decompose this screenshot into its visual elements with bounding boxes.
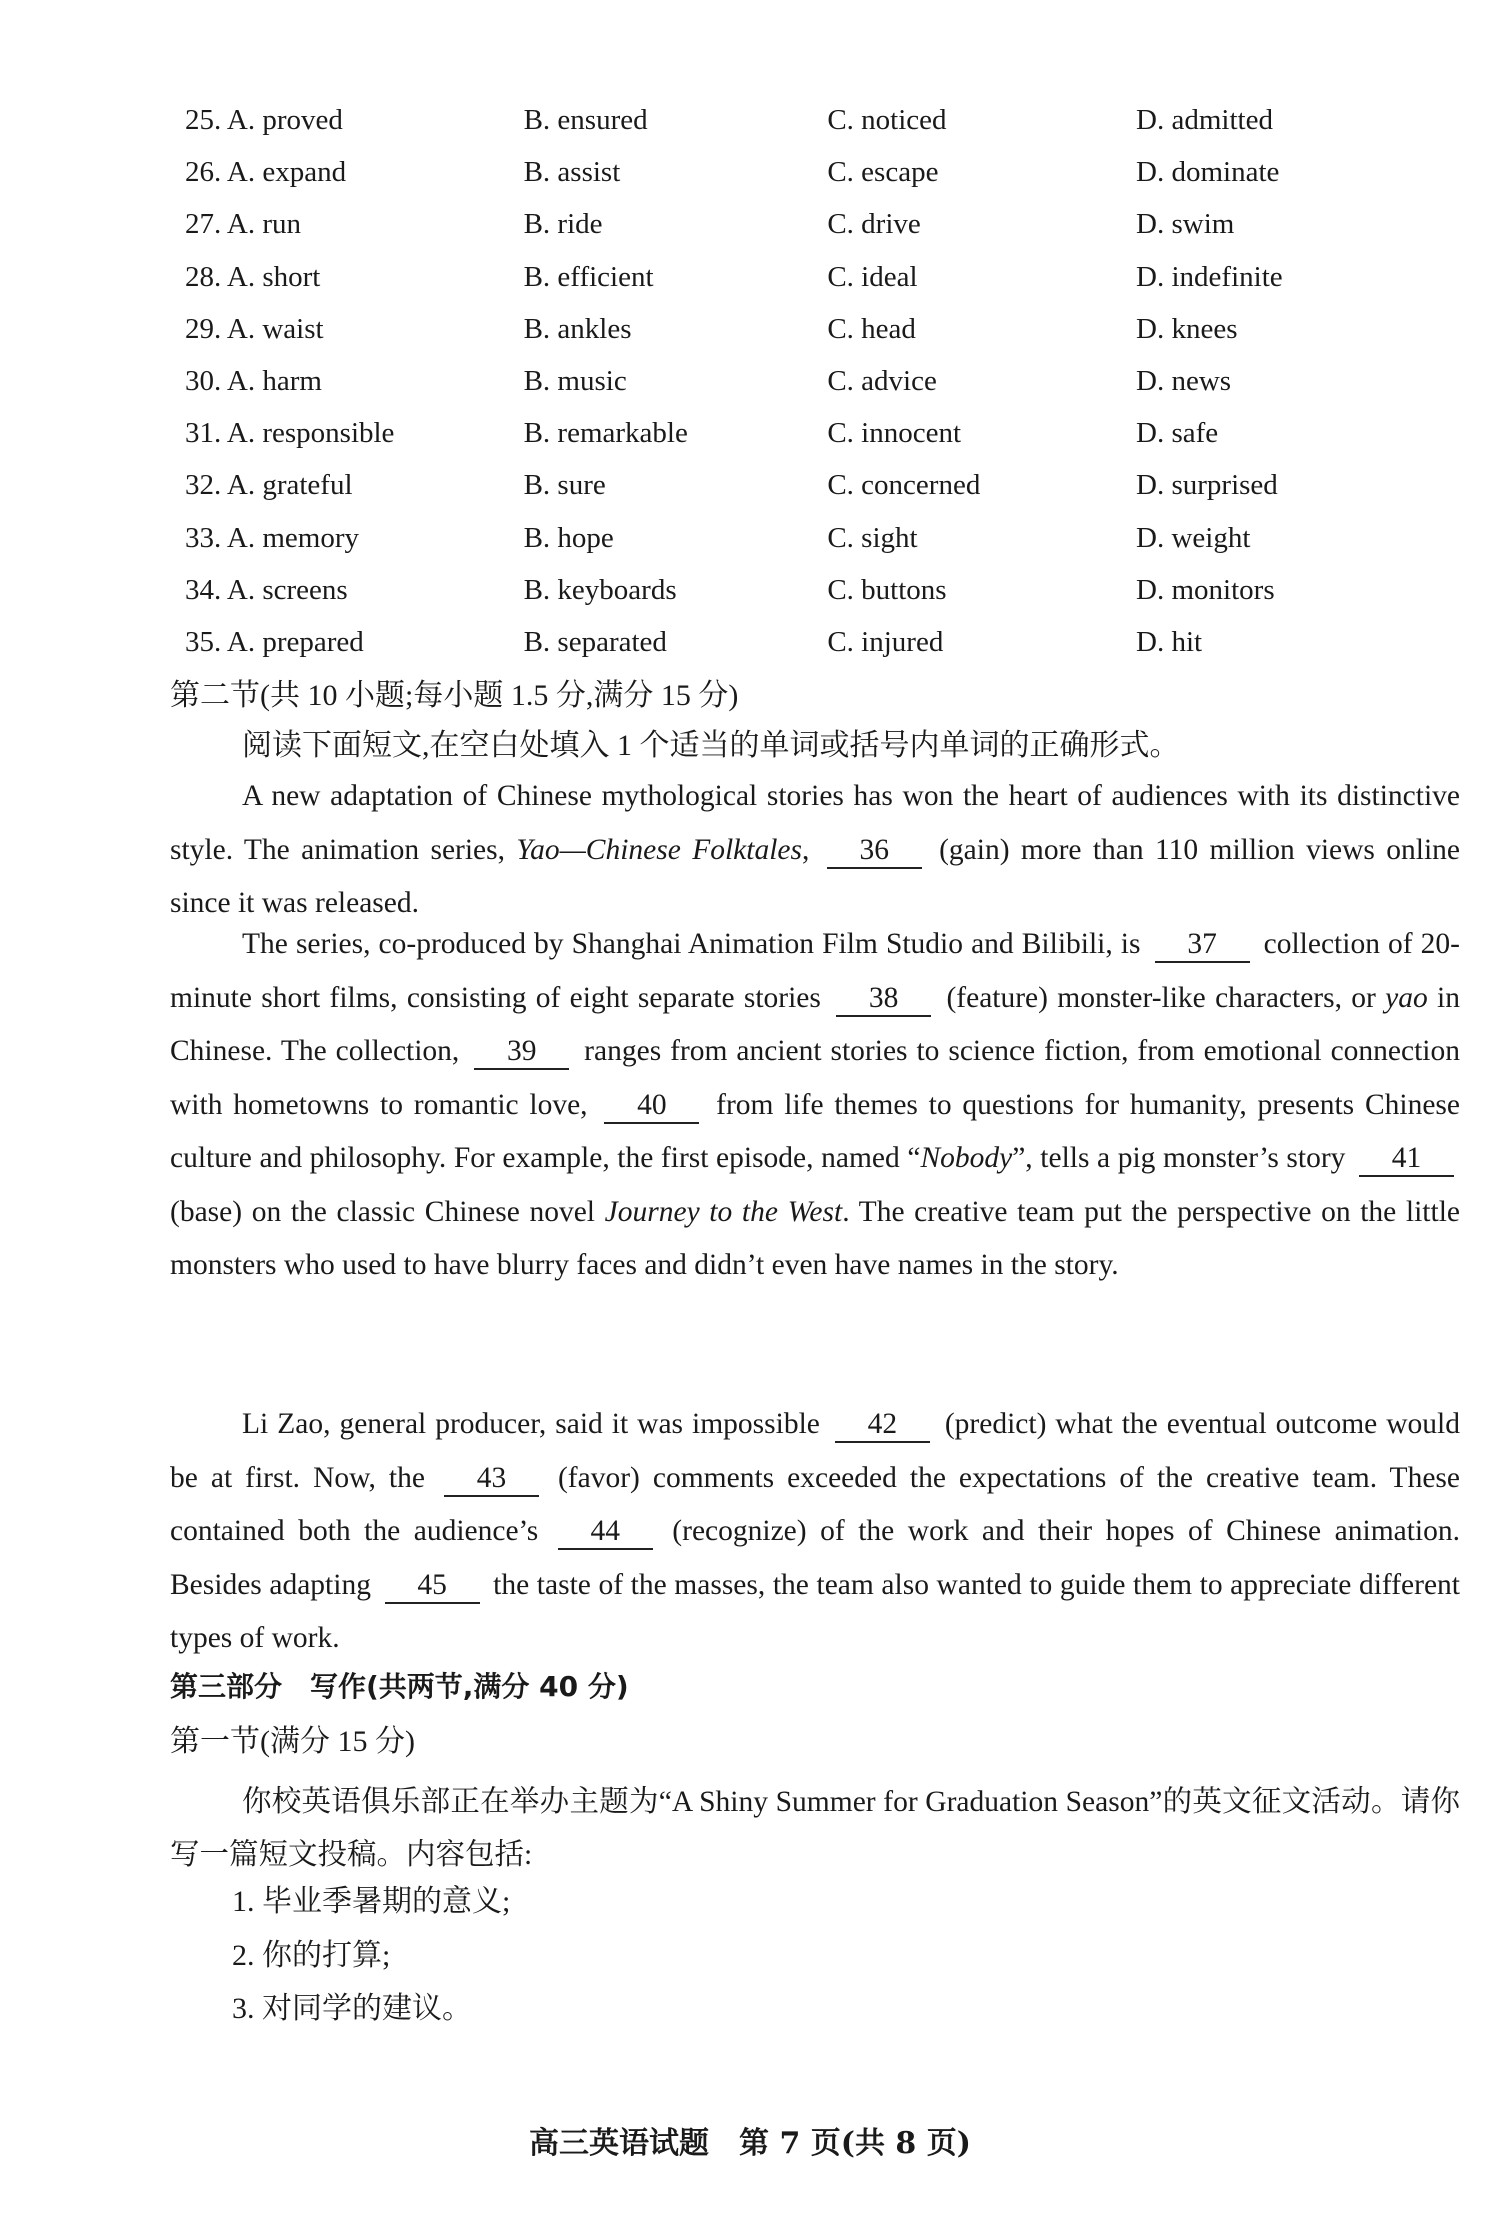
blank-40: 40	[604, 1088, 699, 1124]
option-choice: B. hope	[523, 521, 614, 554]
option-choice: D. hit	[1136, 625, 1203, 658]
passage-text: collection of 20-minute short films, consisting of eight separate stories	[170, 928, 1461, 1014]
option-choice: D. monitors	[1136, 573, 1275, 606]
option-row	[185, 204, 1385, 256]
passage-text: (gain) more than 110 million views online since it was released.	[170, 833, 1461, 919]
option-choice: C. escape	[827, 156, 939, 189]
option-choice: 34. A. screens	[185, 573, 348, 606]
option-row	[185, 413, 1385, 465]
option-choice: C. drive	[827, 208, 921, 241]
blank-42: 42	[835, 1407, 930, 1443]
option-choice: B. ride	[523, 208, 603, 241]
passage-paragraph-3	[170, 1398, 1460, 1666]
passage-text: (base) on the classic Chinese novel	[170, 1195, 605, 1228]
passage-text: (recognize) of the work and their hopes of Chinese animation. Besides adapting	[170, 1515, 1461, 1601]
passage-text: (predict) what the eventual outcome would be at first. Now, the	[170, 1408, 1460, 1494]
option-choice: C. noticed	[827, 104, 947, 136]
option-choice: D. indefinite	[1136, 260, 1283, 293]
option-choice: D. admitted	[1136, 104, 1273, 136]
blank-43: 43	[444, 1461, 539, 1497]
option-row	[185, 309, 1385, 361]
italic-text: Journey to the West	[604, 1195, 843, 1228]
option-choice: 30. A. harm	[185, 364, 322, 397]
blank-45: 45	[385, 1568, 480, 1604]
option-row	[185, 257, 1385, 309]
option-choice: C. head	[827, 312, 916, 345]
option-choice: B. sure	[523, 469, 606, 502]
option-choice: C. advice	[827, 364, 937, 397]
option-choice: 35. A. prepared	[185, 625, 364, 658]
option-choice: 26. A. expand	[185, 156, 347, 189]
option-choice: D. surprised	[1136, 469, 1278, 502]
blank-38: 38	[836, 981, 931, 1017]
writing-item-1: 1. 毕业季暑期的意义;	[232, 1885, 511, 1918]
option-row	[185, 361, 1385, 413]
option-choice: D. dominate	[1136, 156, 1280, 189]
option-choice: 32. A. grateful	[185, 469, 353, 502]
writing-item-2: 2. 你的打算;	[232, 1939, 391, 1972]
option-choice: D. news	[1136, 364, 1232, 397]
blank-39: 39	[474, 1034, 569, 1070]
option-choice: D. safe	[1136, 417, 1219, 450]
option-choice: C. ideal	[827, 260, 918, 293]
italic-text: Nobody	[920, 1142, 1013, 1174]
italic-text: yao	[1385, 981, 1428, 1014]
passage-text: The series, co-produced by Shanghai Animation Film Studio and Bilibili, is	[242, 928, 1149, 960]
option-row	[185, 100, 1385, 152]
option-choice: B. assist	[523, 156, 621, 189]
passage-text: ,	[801, 833, 821, 866]
part3-heading: 第三部分 写作(共两节,满分 40 分)	[170, 1670, 629, 1703]
option-row	[185, 518, 1385, 570]
passage-text: (feature) monster-like characters, or	[937, 981, 1386, 1014]
option-choice: C. injured	[827, 625, 944, 658]
option-row	[185, 570, 1385, 622]
passage-text: from life themes to questions for humanity, presents Chinese culture and philosophy. For example, the first episode, named “	[170, 1088, 1460, 1174]
option-choice: B. separated	[523, 625, 667, 658]
option-choice: B. efficient	[523, 260, 654, 293]
option-choice: D. knees	[1136, 312, 1238, 345]
option-row	[185, 622, 1385, 674]
passage-text: Li Zao, general producer, said it was impossible	[242, 1408, 829, 1440]
passage-text: (favor) comments exceeded the expectations of the creative team. These contained both the audience’s	[170, 1461, 1460, 1547]
page-footer: 高三英语试题 第 7 页(共 8 页)	[529, 2126, 971, 2161]
option-choice: C. buttons	[827, 573, 947, 606]
option-choice: 33. A. memory	[185, 521, 359, 554]
writing-prompt: 你校英语俱乐部正在举办主题为“A Shiny Summer for Graduation Season”的英文征文活动。请你写一篇短文投稿。内容包括:	[170, 1786, 1460, 1871]
option-row	[185, 465, 1385, 517]
option-choice: B. music	[523, 364, 627, 397]
passage-text: in Chinese. The collection,	[170, 981, 1460, 1067]
section2-heading: 第二节(共 10 小题;每小题 1.5 分,满分 15 分)	[170, 679, 739, 712]
passage-paragraph-1	[170, 770, 1460, 931]
option-choice: 27. A. run	[185, 208, 301, 241]
part3-section1-heading: 第一节(满分 15 分)	[170, 1725, 415, 1758]
writing-item-3: 3. 对同学的建议。	[232, 1992, 472, 2025]
passage-text: ranges from ancient stories to science fiction, from emotional connection with hometowns to romantic love,	[170, 1035, 1460, 1121]
option-choice: C. innocent	[827, 417, 962, 450]
option-choice: B. keyboards	[523, 573, 677, 606]
passage-text: ”, tells a pig monster’s story	[1012, 1142, 1353, 1174]
option-choice: 31. A. responsible	[185, 417, 395, 450]
passage-text: the taste of the masses, the team also wanted to guide them to appreciate different types of work.	[170, 1568, 1460, 1654]
cloze-options	[185, 100, 1385, 674]
blank-44: 44	[558, 1514, 653, 1550]
option-choice: D. swim	[1136, 208, 1235, 241]
option-choice: B. ankles	[523, 312, 632, 345]
option-choice: D. weight	[1136, 521, 1251, 554]
option-choice: B. ensured	[523, 104, 648, 136]
option-choice: C. sight	[827, 521, 918, 554]
blank-41: 41	[1359, 1141, 1454, 1177]
passage-paragraph-2	[170, 918, 1460, 1293]
blank-36: 36	[827, 833, 922, 869]
passage-text: . The creative team put the perspective on the little monsters who used to have blurry faces and didn’t even have names in the story.	[170, 1195, 1460, 1281]
italic-text: Yao—Chinese Folktales	[516, 833, 802, 866]
blank-37: 37	[1155, 927, 1250, 963]
passage-text: A new adaptation of Chinese mythological stories has won the heart of audiences with its distinctive style. The animation series,	[170, 780, 1460, 866]
option-choice: 28. A. short	[185, 260, 321, 293]
option-choice: B. remarkable	[523, 417, 688, 450]
option-choice: C. concerned	[827, 469, 981, 502]
section2-instruction: 阅读下面短文,在空白处填入 1 个适当的单词或括号内单词的正确形式。	[242, 729, 1180, 762]
option-choice: 29. A. waist	[185, 312, 324, 345]
option-choice: 25. A. proved	[185, 104, 343, 136]
option-row	[185, 152, 1385, 204]
